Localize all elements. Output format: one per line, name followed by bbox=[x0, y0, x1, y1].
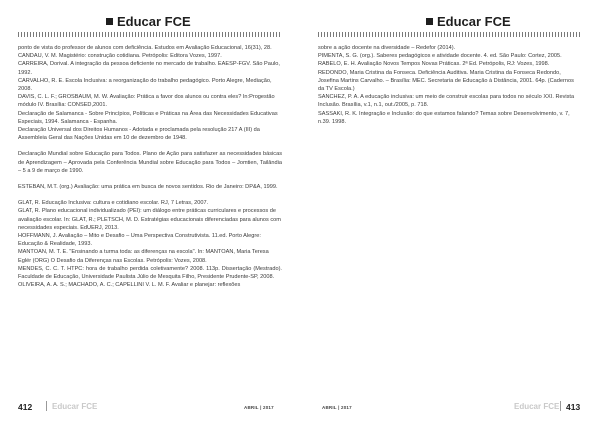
reference-entry: DAVIS, C. L. F.; GROSBAUM, M. W. Avaliação: Prática a favor dos alunos ou contra eles? In:Progestão módulo IV. Brasília: CONSED,2001. bbox=[18, 94, 275, 109]
right-header-rule bbox=[318, 32, 580, 37]
left-header-brand bbox=[106, 14, 191, 29]
reference-entry: SASSAKI, R. K. Integração e Inclusão: do que estamos falando? Temas sobre Desenvolvimento, v. 7, n.39. 1998. bbox=[318, 110, 570, 125]
paragraph-gap bbox=[18, 175, 282, 183]
right-header-brand bbox=[426, 14, 511, 29]
right-footer-brand: Educar FCE bbox=[514, 402, 560, 411]
reference-entry: Declaração Universal dos Direitos Humanos - Adotada e proclamada pela resolução 217 A (III) da Assembleia Geral das Nações Unidas em 10 de dezembro de 1948. bbox=[18, 127, 260, 142]
square-icon bbox=[106, 18, 113, 25]
right-references bbox=[318, 44, 580, 126]
left-footer-divider bbox=[46, 401, 47, 411]
paragraph-gap bbox=[18, 191, 282, 199]
right-page-number: 413 bbox=[566, 402, 581, 412]
reference-entry: GLAT, R. Educação Inclusiva: cultura e cotidiano escolar. RJ, 7 Letras, 2007. bbox=[18, 200, 209, 207]
square-icon bbox=[426, 18, 433, 25]
reference-entry: CARVALHO, R. E. Escola Inclusiva: a reorganização do trabalho pedagógico. Porto Alegre, Mediação, 2008. bbox=[18, 77, 272, 93]
right-footer-divider bbox=[560, 401, 561, 411]
reference-entry: HOFFMANN, J. Avaliação – Mito e Desafio – Uma Perspectiva Construtivista. 11.ed. Porto Alegre: Educação & Realidade, 1993. bbox=[18, 233, 261, 248]
reference-entry: Declaração Mundial sobre Educação para Todos. Plano de Ação para satisfazer as necessidades básicas de Aprendizagem – Aprovada pela Conferência Mundial sobre Educação para Todos – Jomtien, Tailândia – 5 a 9 de março de 1990. bbox=[18, 151, 282, 174]
reference-entry: SANCHEZ, P. A. A educação inclusiva: um meio de construir escolas para todos no século XXI. Revista Inclusão. Brasília, v.1, n.1, out./2005, p. 718. bbox=[318, 94, 575, 109]
reference-entry: sobre a ação docente na diversidade – Redefor (2014). bbox=[318, 45, 456, 51]
reference-entry: OLIVEIRA, A. A. S.; MACHADO, A. C.; CAPELLINI V. L. M. F. Avaliar e planejar: reflexões bbox=[18, 282, 241, 289]
reference-entry: CANDAU, V. M. Magistério: construção cotidiana. Petrópolis: Editora Vozes, 1997. bbox=[18, 53, 222, 60]
reference-entry: MANTOAN, M. T. E. "Ensinando a turma toda: as diferenças na escola". In: MANTOAN, Maria Teresa Eglér (ORG) O Desafio da Diferenças nas Escolas. Petrópolis: Vozes, 2008. bbox=[18, 249, 269, 264]
left-header-title: Educar FCE bbox=[117, 14, 191, 29]
paragraph-gap bbox=[18, 142, 282, 150]
right-header-title: Educar FCE bbox=[437, 14, 511, 29]
left-references bbox=[18, 44, 282, 289]
right-footer-date: ABRIL | 2017 bbox=[322, 405, 352, 410]
reference-entry: PIMENTA, S. G. (org.). Saberes pedagógicos e atividade docente. 4. ed. São Paulo: Cortez, 2005. bbox=[318, 53, 562, 60]
left-footer-brand: Educar FCE bbox=[52, 402, 98, 411]
left-page-number: 412 bbox=[18, 402, 33, 412]
left-header-rule bbox=[18, 32, 282, 37]
reference-entry: RABELO, E. H. Avaliação Novos Tempos Novas Práticas. 2ª Ed. Petrópolis, RJ: Vozes, 1998. bbox=[318, 61, 550, 68]
reference-entry: GLAT, R. Plano educacional individualizado (PEI): um diálogo entre práticas curriculares e processos de avaliação escolar. In: GLAT, R.; PLETSCH, M. D. Estratégias educacionais diferenciadas para alunos com necessidades especiais. EdUERJ, 2013. bbox=[18, 208, 281, 231]
reference-entry: ponto de vista do professor de alunos com deficiência. Estudos em Avaliação Educacional, 16(31), 28. bbox=[18, 45, 272, 51]
reference-entry: MENDES, C. C. T. HTPC: hora de trabalho perdida coletivamente? 2008. 113p. Dissertação (Mestrado). Faculdade de Educação, Universidade Paulista Júlio de Mesquita Filho, Presidente Prudente-SP, 2008. bbox=[18, 265, 282, 281]
left-footer-date: ABRIL | 2017 bbox=[244, 405, 274, 410]
right-page bbox=[300, 0, 600, 424]
reference-entry: ESTEBAN, M.T. (org.) Avaliação: uma prática em busca de novos sentidos. Rio de Janeiro: DP&A, 1999. bbox=[18, 184, 278, 191]
reference-entry: REDONDO, Maria Cristina da Fonseca. Deficiência Auditiva. Maria Cristina da Fonseca Redondo, Josefina Martins Carvalho. – Brasília: MEC. Secretaria de Educação à Distância, 2001. 64p. (Cadernos da TV Escola.) bbox=[318, 69, 574, 93]
reference-entry: CARREIRA, Dorival. A integração da pessoa deficiente no mercado de trabalho. EAESP-FGV. São Paulo, 1992. bbox=[18, 61, 280, 76]
reference-entry: Declaração de Salamanca - Sobre Princípios, Políticas e Práticas na Área das Necessidades Educativas Especiais, 1994. Salamanca - Espanha. bbox=[18, 110, 278, 125]
